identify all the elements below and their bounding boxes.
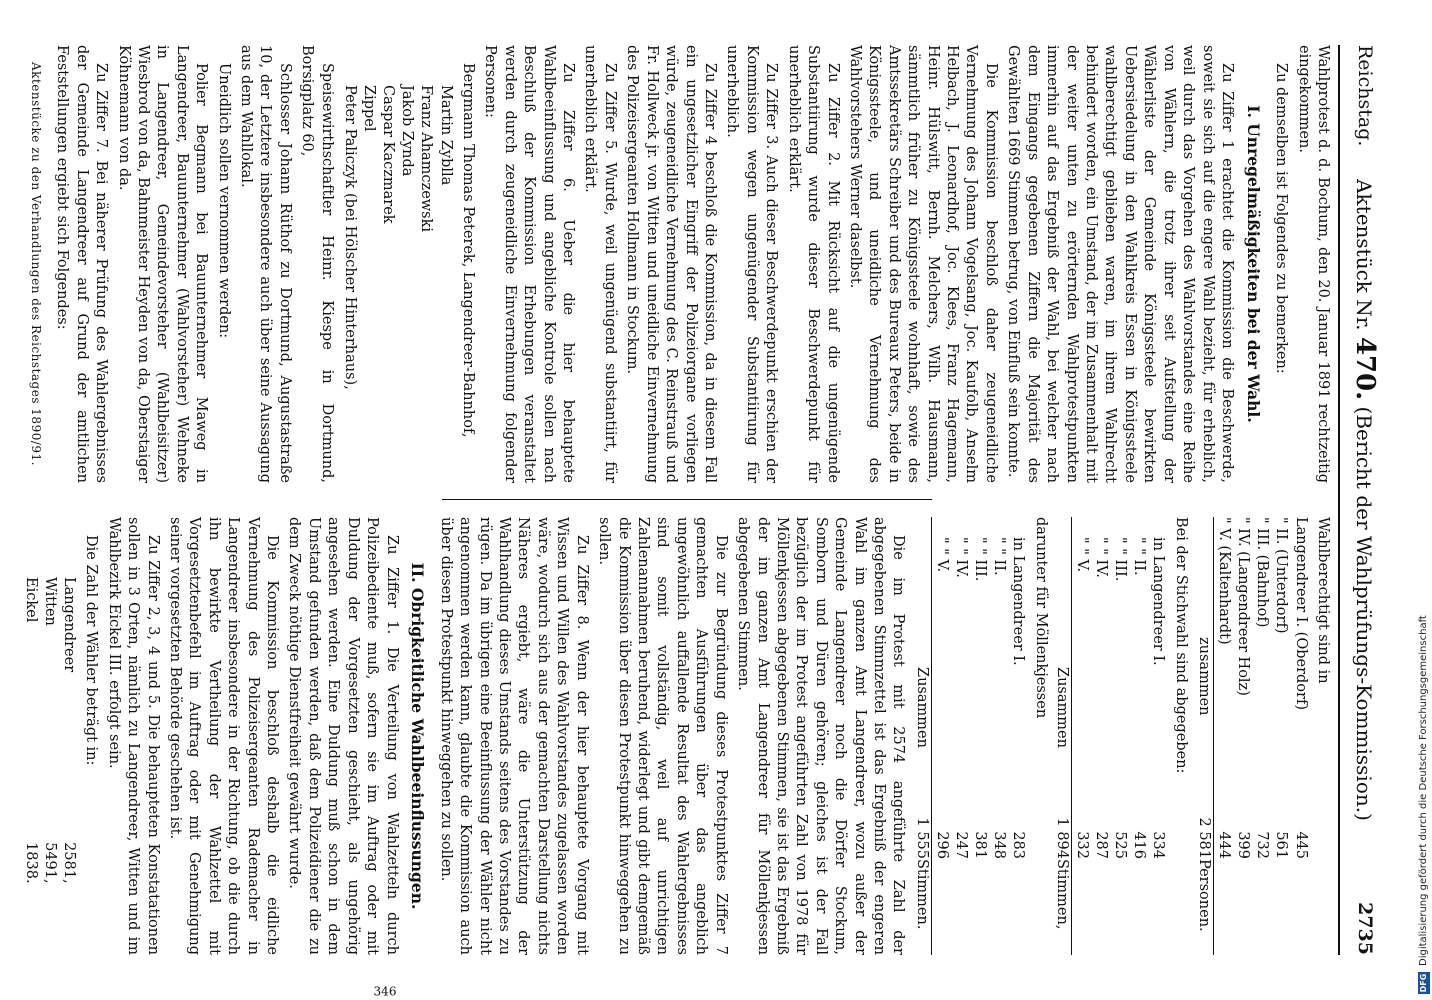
- paragraph: Zu Ziffer 2. Mit Rücksicht auf die ungenügende Substantiirung wurde dieser Beschwerdepunkt für unerheblich erklärt.: [785, 45, 841, 483]
- row-label: " " V.: [1073, 537, 1090, 573]
- row-value: 399: [1235, 831, 1252, 859]
- page-number: 2735: [1354, 902, 1376, 955]
- header-number: 470.: [1350, 336, 1380, 401]
- row-value: 416: [1131, 831, 1148, 859]
- witness-list: [340, 85, 455, 483]
- row-value: 283: [1010, 831, 1027, 859]
- footer-note: Aktenstücke zu den Verhandlungen des Reichstages 1890/91.: [28, 62, 43, 466]
- header-commission: (Bericht der Wahlprüfungs-Kommission.): [1352, 406, 1376, 821]
- table-row: [1091, 517, 1110, 955]
- paragraph: Zu Ziffer 2, 3, 4 und 5. Die behaupteten Konstatationen sollen in 3 Orten, nämlich zu Langendreer, Witten und im Wahlbezirk Eickel III. erfolgt sein.: [105, 517, 161, 955]
- row-label: " " IV.: [952, 537, 969, 578]
- table-row: [989, 517, 1008, 955]
- row-label: " " V.: [933, 537, 950, 573]
- dfg-logo-icon: DFG: [1419, 973, 1428, 993]
- digitization-credit-text: Digitalisierung gefördert durch die Deutsche Forschungsgemeinschaft: [1418, 615, 1429, 966]
- votes-cast-table: [1052, 517, 1168, 955]
- paragraph: Zu Ziffer 7. Bei näherer Prüfung des Wahlergebnisses der Gemeinde Langendreer auf Grund der amtlichen Feststellungen ergiebt sich Folgendes:: [54, 45, 110, 483]
- table-title: darunter für Möllenkjessen: [1032, 517, 1049, 719]
- row-value: 247: [952, 831, 969, 859]
- witness-name: Jakob Zynda: [399, 85, 416, 177]
- paragraph: Zu Ziffer 4 beschloß die Kommission, da in diesem Fall ein ungesetzlicher Eingriff der Polizeiorgane vorliegen würde, zeugeneidliche Vernehmung des C. Reinstrauß und Fr. Hollweck jr. von Witten und uneidliche Einvernehmung des Polizeisergeanten Hollmann in Stockum.: [624, 45, 718, 483]
- table-row: [40, 577, 59, 884]
- section-heading-irregularities: I. Unregelmäßigkeiten bei der Wahl.: [1243, 105, 1263, 423]
- table-row: [1290, 517, 1309, 955]
- table-row: [951, 517, 970, 955]
- table-row: [1233, 517, 1252, 955]
- total-suffix: Personen.: [1194, 859, 1214, 955]
- paragraph: Die Kommission beschloß daher zeugeneidliche Vernehmung des Johann Vogelsang, Joc. Kaufolb, Anselm Helbach, J. Leonardhof, Joc. Klees, Franz Hagemann, Heinr. Hülswitt, Bernh. Melchers, Wilh. Hausmann, sämmtlich früher zu Königssteele wohnhaft, sowie des Amtssekretärs Schreiber und des Bureaux Peters, beide in Königssteele, und uneidliche Vernehmung des Wahlvorstehers Werner daselbst.: [846, 45, 999, 483]
- row-label: Eickel: [22, 577, 39, 623]
- row-value: 561: [1273, 831, 1290, 859]
- total-suffix: Stimmen,: [1052, 859, 1072, 955]
- row-label: Langendreer I. (Oberdorf): [1292, 517, 1309, 710]
- row-value: 348: [991, 831, 1008, 859]
- header-aktenstueck: Aktenstück Nr.: [1352, 179, 1376, 331]
- row-label: " II. (Unterdorf): [1273, 517, 1290, 634]
- row-value: 334: [1150, 831, 1167, 859]
- row-label: " " III.: [1112, 537, 1129, 582]
- header-rule: [1338, 45, 1340, 955]
- total-label: Zusammen: [911, 517, 931, 789]
- digitization-credit: [1418, 615, 1430, 994]
- row-value: 332: [1073, 831, 1090, 859]
- total-value: 1 555: [911, 789, 931, 859]
- table-row: [970, 517, 989, 955]
- witness-name: Martin Zyblla: [437, 85, 454, 186]
- row-label: " " II.: [991, 537, 1008, 576]
- row-value: 525: [1112, 831, 1129, 859]
- witness-name: Franz Ahamczewski: [418, 85, 435, 233]
- row-label: " " IV.: [1093, 537, 1110, 578]
- row-label: " " III.: [971, 537, 988, 582]
- row-value: 445: [1292, 831, 1309, 859]
- table-title: Bei der Stichwahl sind abgegeben:: [1172, 517, 1189, 774]
- eligible-voters-table: [1194, 517, 1310, 955]
- paragraph: Uneidlich sollen vernommen werden:: [215, 63, 232, 339]
- table-row: [1071, 517, 1091, 955]
- table-row: [59, 577, 78, 884]
- header-reichstag: Reichstag.: [1354, 45, 1376, 147]
- intro-protest: Wahlprotest d. d. Bochum, den 20. Januar 1891 rechtzeitig eingekommen.: [1295, 45, 1331, 483]
- paragraph: Schlosser Johann Rüthof zu Dortmund, Augustastraße 10, der Letztere insbesondere auch über seine Aussagung aus dem Wahllokal.: [238, 45, 293, 483]
- row-label: in Langendreer I.: [1150, 537, 1167, 666]
- row-value: 444: [1216, 831, 1233, 859]
- right-column: [20, 517, 1332, 955]
- intro-note: Zu demselben ist Folgendes zu bemerken:: [1273, 63, 1290, 374]
- paragraph: Zu Ziffer 5. Wurde, weil ungenügend substantiirt, für unerheblich erklärt.: [582, 45, 618, 483]
- paragraph: Die zur Begründung dieses Protestpunktes Ziffer 7 gemachten Ausführungen über das angeblich ungewöhnlich auffallende Resultat des Wahlergebnisses sind somit vollständig, weil auf unrichtigen Zahlenannahmen beruhend, widerlegt und gibt demgemäß die Kommission über diesen Protestpunkt hinweggehen zu sollen.: [596, 517, 729, 955]
- total-label: Zusammen: [1052, 517, 1072, 789]
- paragraph: Zu Ziffer 6. Ueber die hier behauptete Wahlbeeinflussung und angebliche Kontrole sollen nach Beschluß der Kommission Erhebungen veranstaltet werden durch zeugeneidliche Einvernehmung folgender Personen:: [482, 45, 577, 483]
- paragraph: Bergmann Thomas Peterek, Langendreer-Bahnhof,: [459, 63, 476, 438]
- row-label: Langendreer: [60, 577, 77, 673]
- table-total-row: [1194, 517, 1214, 955]
- row-value: 1838.: [22, 842, 39, 884]
- row-value: 287: [1093, 831, 1110, 859]
- row-label: " " II.: [1131, 537, 1148, 576]
- table-row: [1271, 517, 1290, 955]
- paragraph: Zu Ziffer 1 erachtet die Kommission die Beschwerde, soweit sie sich auf die engere Wahl bezieht, für erheblich, weil durch das Vorgehen des Wahlvorstandes eine Reihe von Wählern, die trotz ihrer seit Aufstellung der Wählerliste der Gemeinde Königssteele bewirkten Uebersiedelung in den Wahlkreis Essen in Königssteele wahlberechtigt geblieben waren, im ihrem Wahlrecht behindert worden, ein Umstand, der im Zusammenhalt mit der weiter unten zu erörternden Wahlprotestpunkten immerhin auf das Ergebniß der Wahl, bei welcher nach dem Eingangs gegebenen Ziffern die Majorität des Gewählten 1669 Stimmen betrug, von Einfluß sein konnte.: [1005, 45, 1235, 483]
- witness-name: Peter Paliczyk (bei Hölscher Hinterhaus),: [341, 85, 358, 390]
- row-label: Witten: [41, 577, 58, 626]
- table-total-row: [1052, 517, 1072, 955]
- table-row: [1252, 517, 1271, 955]
- paragraph: Speisewirthschaftler Heinr. Kiespe in Dortmund, Borsigplatz 60,: [299, 45, 335, 483]
- paragraph: Zu Ziffer 3. Auch dieser Beschwerdepunkt erschien der Kommission wegen ungenügender Substantiirung für unerheblich.: [724, 45, 780, 483]
- paragraph: Zu Ziffer 8. Wenn der hier behauptete Vorgang mit Wissen und Willen des Wahlvorstandes zugelassen worden wäre, wodurch sich aus der gemachten Darstellung nichts Näheres ergiebt, wäre die Unterstützung der Wahlhandlung dieses Umstands seitens des Vorstandes zu rügen. Da im übrigen eine Beeinflussung der Wähler nicht angenommen werden kann, glaubte die Kommission auch über diesen Protestpunkt hinweggehen zu sollen.: [437, 517, 590, 955]
- table-row: [1213, 517, 1233, 955]
- total-label: zusammen: [1194, 517, 1214, 789]
- row-value: 2581,: [60, 842, 77, 884]
- row-value: 5491,: [41, 842, 58, 884]
- table-row: [1110, 517, 1129, 955]
- table-row: [20, 577, 39, 884]
- table-row: [1008, 517, 1027, 955]
- witness-name: Zippel: [361, 85, 378, 132]
- total-value: 2 581: [1194, 789, 1214, 859]
- total-suffix: Stimmen.: [911, 859, 931, 955]
- column-separator: [442, 499, 932, 500]
- row-label: " V. (Kaltenhardt): [1216, 517, 1233, 645]
- row-value: 381: [971, 831, 988, 859]
- table-row: [931, 517, 951, 955]
- table-row: [1129, 517, 1148, 955]
- row-value: 732: [1254, 831, 1271, 859]
- paragraph: Die im Protest mit 2574 angeführte Zahl der abgegebenen Stimmzettel ist das Ergebniß der engeren Wahl im ganzen Amt Langendreer, wozu außer der Gemeinde Langendreer noch die Dörfer Stockum, Somborn und Düren gehören; gleiches ist der Fall bezüglich der im Protest angeführten Zahl von 1978 für Möllenkjessen abgegebenen Stimmen, sie ist das Ergebniß der im ganzen Amt Langendreer für Möllenkjessen abgegebenen Stimmen.: [735, 517, 907, 955]
- voters-count-table: [20, 577, 77, 884]
- row-label: " IV. (Langendreer Holz): [1235, 517, 1252, 696]
- row-label: in Langendreer I.: [1010, 537, 1027, 666]
- candidate-votes-table: [911, 517, 1027, 955]
- total-value: 1 894: [1052, 789, 1072, 859]
- paragraph: Die Kommission beschloß deshalb die eidliche Vernehmung des Polizeisergeanten Rademacher in Langendreer insbesondere in der Richtung, ob die durch ihn bewirkte Vertheilung der Wahlzettel mit Vorgesetztenbefehl im Auftrag oder mit Genehmigung seiner vorgesetzten Behörde geschehen ist.: [166, 517, 281, 955]
- table-title: Wahlberechtigt sind in: [1315, 517, 1331, 684]
- table-total-row: [911, 517, 931, 955]
- table-row: [1148, 517, 1167, 955]
- folio-number: 346: [373, 984, 397, 999]
- header-title: [1350, 45, 1380, 955]
- table-title: Die Zahl der Wähler beträgt in:: [83, 535, 100, 766]
- page-header: [1344, 45, 1380, 955]
- witness-name: Caspar Kaczmarek: [380, 85, 397, 224]
- left-column: [28, 45, 1332, 483]
- row-value: 296: [933, 831, 950, 859]
- paragraph: Zu Ziffer 1. Die Verteilung von Wahlzetteln durch Polizeibediente muß, sofern sie im Auftrag oder mit Duldung der Vorgesetzten geschieht, als ungehörig angesehen werden. Eine Duldung muß schon in dem Umstand gefunden werden, daß dem Polizeidiener die zu dem Zweck nöthige Dienstfreiheit gewährt wurde.: [286, 517, 400, 955]
- paragraph: Polier Begmann bei Bauunternehmer Maweg in Langendreer, Bauunternehmer (Wahlvorsteher) Wehneke in Langendreer, Gemeindevorsteher (Wahlbeisitzer) Wiesbrod von da, Bahnmeister Heyden von da, Oberstaiger Köhnemann von da.: [115, 45, 210, 483]
- row-label: " III. (Bahnhof): [1254, 517, 1271, 628]
- section-heading-official-influence: II. Obrigkeitliche Wahlbeeinflussungen.: [408, 562, 428, 910]
